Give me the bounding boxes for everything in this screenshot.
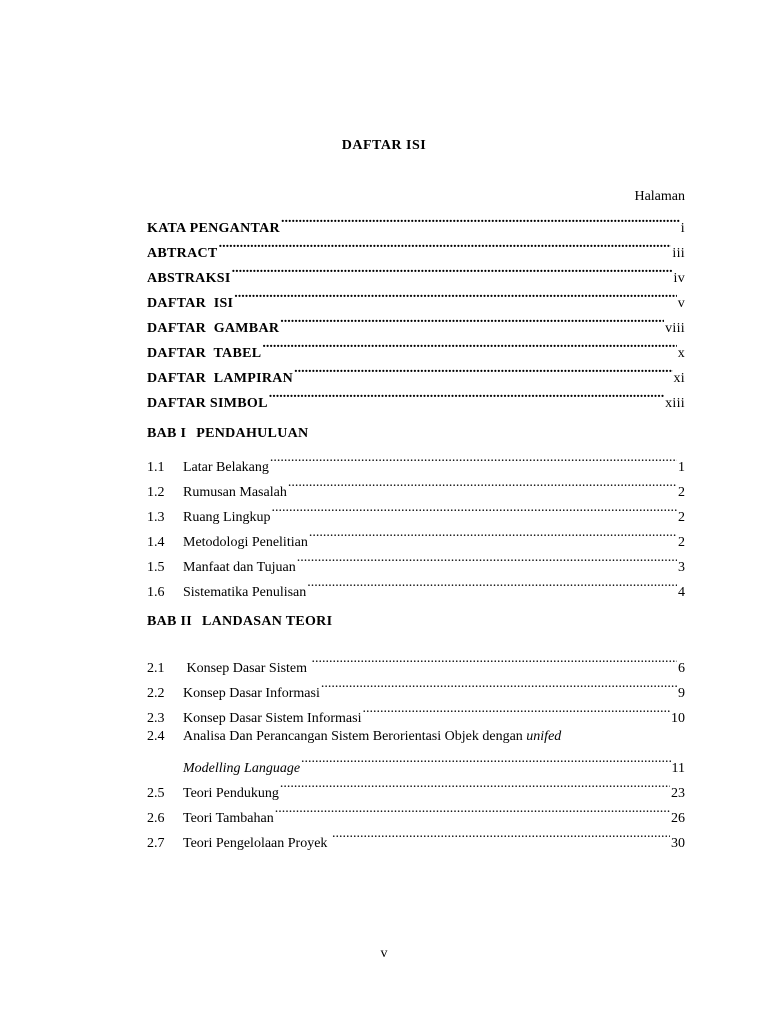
toc-entry-number: 2.7 (147, 836, 165, 851)
leader-dots (232, 262, 673, 282)
leader-dots (332, 827, 670, 847)
toc-entry (147, 526, 685, 550)
toc-entry-number: 1.3 (147, 510, 165, 525)
toc-entry-label: DAFTAR ISI (147, 296, 234, 311)
toc-entry (147, 287, 685, 311)
toc-entry-number: 2.1 (147, 661, 165, 676)
toc-entry-label: Teori Pengelolaan Proyek (183, 836, 331, 851)
leader-dots (272, 501, 678, 521)
toc-entry-label: Metodologi Penelitian (183, 535, 308, 550)
leader-dots (301, 752, 670, 772)
toc-entry-number: 2.6 (147, 811, 165, 826)
chapter-heading (147, 426, 308, 442)
toc-entry-label: Analisa Dan Perancangan Sistem Berorientasi Objek dengan (183, 729, 527, 744)
chapter-heading (147, 614, 332, 630)
toc-entry (147, 551, 685, 575)
toc-entry (147, 337, 685, 361)
leader-dots (269, 387, 664, 407)
toc-entry-label: Ruang Lingkup (183, 510, 271, 525)
toc-entry-page: x (677, 346, 685, 361)
toc-entry-label: Teori Pendukung (183, 786, 279, 801)
leader-dots (321, 677, 677, 697)
leader-dots (312, 652, 677, 672)
leader-dots (234, 287, 676, 307)
page-title: DAFTAR ISI (341, 138, 427, 153)
toc-entry (147, 451, 685, 475)
toc-entry-number: 1.1 (147, 460, 165, 475)
toc-entry (147, 677, 685, 701)
toc-entry (147, 501, 685, 525)
chapter-title: LANDASAN TEORI (201, 614, 333, 629)
toc-entry-label: Konsep Dasar Sistem Informasi (183, 711, 362, 726)
toc-entry-page: xiii (665, 396, 685, 411)
leader-dots (262, 337, 676, 357)
toc-entry (147, 312, 685, 336)
toc-entry-page: 11 (671, 761, 685, 776)
toc-entry-label: Sistematika Penulisan (183, 585, 307, 600)
leader-dots (309, 526, 677, 546)
page-number: v (380, 946, 388, 961)
toc-entry (147, 827, 685, 851)
leader-dots (281, 212, 680, 232)
page-column-header: Halaman (634, 189, 685, 204)
toc-entry-page: iii (672, 246, 685, 261)
leader-dots (297, 551, 677, 571)
toc-entry (147, 652, 685, 676)
leader-dots (362, 702, 670, 722)
toc-entry-label: DAFTAR GAMBAR (147, 321, 280, 336)
leader-dots (275, 802, 670, 822)
chapter-number: BAB II (147, 614, 192, 629)
leader-dots (307, 576, 677, 596)
toc-entry-page: 4 (678, 585, 685, 600)
toc-entry-page: viii (665, 321, 685, 336)
toc-entry-page: 26 (671, 811, 685, 826)
toc-entry-page: i (680, 221, 685, 236)
toc-entry-page: 2 (678, 485, 685, 500)
toc-entry (147, 362, 685, 386)
toc-entry-label: Konsep Dasar Sistem (183, 661, 311, 676)
toc-entry-number: 1.5 (147, 560, 165, 575)
toc-entry-label-italic: unifed (526, 729, 562, 744)
toc-entry-number: 2.2 (147, 686, 165, 701)
toc-entry (147, 237, 685, 261)
toc-entry-page: 23 (671, 786, 685, 801)
chapter-title: PENDAHULUAN (196, 426, 309, 441)
toc-entry (147, 576, 685, 600)
toc-entry-label: Konsep Dasar Informasi (183, 686, 320, 701)
toc-entry-page: 2 (678, 510, 685, 525)
toc-entry-number: 2.4 (147, 729, 165, 744)
toc-entry-page: 9 (678, 686, 685, 701)
toc-entry-page: 30 (671, 836, 685, 851)
toc-entry-continuation (183, 752, 685, 776)
toc-entry (147, 802, 685, 826)
chapter-number: BAB I (147, 426, 187, 441)
toc-entry-label: DAFTAR SIMBOL (147, 396, 268, 411)
toc-entry-number: 1.6 (147, 585, 165, 600)
toc-entry (147, 387, 685, 411)
leader-dots (270, 451, 677, 471)
toc-entry-label: DAFTAR TABEL (147, 346, 262, 361)
toc-entry-multiline (147, 727, 685, 747)
toc-entry-page: 2 (678, 535, 685, 550)
toc-entry-label: KATA PENGANTAR (147, 221, 280, 236)
toc-entry-number: 1.2 (147, 485, 165, 500)
toc-entry (147, 262, 685, 286)
toc-entry-page: 1 (678, 460, 685, 475)
toc-entry-page: 3 (678, 560, 685, 575)
toc-entry-number: 1.4 (147, 535, 165, 550)
leader-dots (219, 237, 672, 257)
leader-dots (280, 777, 670, 797)
toc-entry (147, 476, 685, 500)
toc-entry-label: Rumusan Masalah (183, 485, 287, 500)
toc-entry-label: DAFTAR LAMPIRAN (147, 371, 294, 386)
toc-entry-page: v (677, 296, 685, 311)
toc-entry-label: ABSTRAKSI (147, 271, 231, 286)
toc-entry-label: Manfaat dan Tujuan (183, 560, 296, 575)
leader-dots (280, 312, 664, 332)
toc-entry-label: Latar Belakang (183, 460, 269, 475)
toc-entry (147, 777, 685, 801)
toc-entry-page: 10 (671, 711, 685, 726)
toc-entry-number: 2.3 (147, 711, 165, 726)
toc-entry-number: 2.5 (147, 786, 165, 801)
toc-entry-label: ABTRACT (147, 246, 218, 261)
toc-entry-page: xi (673, 371, 685, 386)
toc-entry-page: 6 (678, 661, 685, 676)
leader-dots (288, 476, 677, 496)
toc-entry-page: iv (673, 271, 685, 286)
toc-entry (147, 212, 685, 236)
toc-entry-label-continuation: Modelling Language (183, 761, 301, 776)
toc-entry (147, 702, 685, 726)
toc-entry-label: Teori Tambahan (183, 811, 274, 826)
leader-dots (294, 362, 672, 382)
